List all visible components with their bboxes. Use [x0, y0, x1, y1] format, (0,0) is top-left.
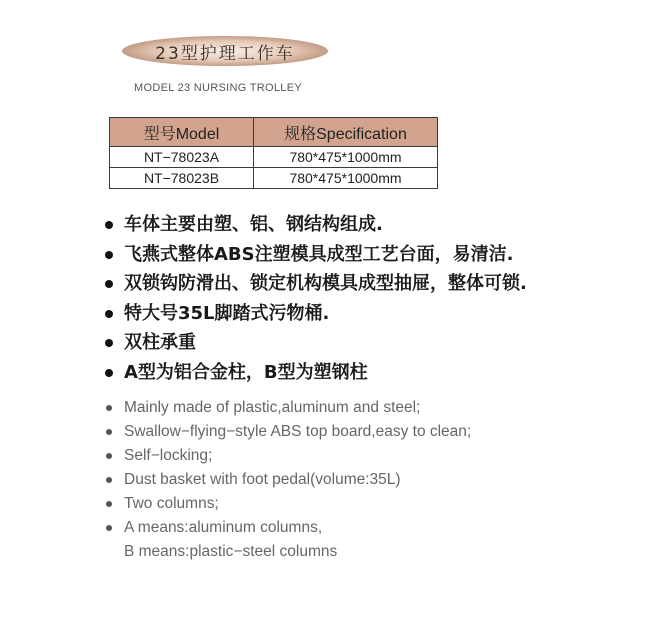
feature-text: B means:plastic−steel columns: [124, 543, 338, 560]
bullet-icon: [105, 221, 113, 229]
features-list-chinese: [102, 210, 527, 387]
feature-text: 飞燕式整体ABS注塑模具成型工艺台面，易清洁.: [124, 243, 514, 265]
feature-text: A means:aluminum columns,: [124, 519, 323, 536]
list-item: [102, 240, 527, 270]
table-row: [110, 147, 438, 168]
bullet-icon: [106, 501, 112, 507]
list-item: [102, 358, 527, 388]
bullet-icon: [105, 369, 113, 377]
bullet-icon: [106, 429, 112, 435]
column-header-specification: 规格Specification: [254, 118, 438, 147]
table-row: [110, 168, 438, 189]
bullet-icon: [105, 310, 113, 318]
list-item: [102, 328, 527, 358]
bullet-icon: [105, 251, 113, 259]
list-item-continuation: [102, 540, 471, 564]
bullet-icon: [106, 405, 112, 411]
feature-text: Mainly made of plastic,aluminum and steel;: [124, 399, 421, 416]
model-cell: NT−78023B: [110, 168, 254, 189]
list-item: [102, 516, 471, 540]
page-title: 23型护理工作车: [155, 43, 295, 64]
feature-text: Dust basket with foot pedal(volume:35L): [124, 471, 401, 488]
list-item: [102, 468, 471, 492]
features-list-english: [102, 396, 471, 564]
list-item: [102, 492, 471, 516]
bullet-icon: [106, 477, 112, 483]
column-header-model: 型号Model: [110, 118, 254, 147]
feature-text: Swallow−flying−style ABS top board,easy to clean;: [124, 423, 472, 440]
list-item: [102, 396, 471, 420]
spec-table: [109, 117, 438, 189]
bullet-icon: [106, 525, 112, 531]
list-item: [102, 269, 527, 299]
bullet-icon: [105, 339, 113, 347]
bullet-icon: [106, 453, 112, 459]
feature-text: 车体主要由塑、铝、钢结构组成.: [124, 214, 383, 235]
feature-text: 双锁钩防滑出、锁定机构模具成型抽屉，整体可锁.: [124, 273, 527, 294]
feature-text: Self−locking;: [124, 447, 213, 464]
spec-cell: 780*475*1000mm: [254, 168, 438, 189]
model-cell: NT−78023A: [110, 147, 254, 168]
list-item: [102, 444, 471, 468]
feature-text: 特大号35L脚踏式污物桶.: [124, 302, 330, 324]
feature-text: 双柱承重: [124, 332, 196, 353]
list-item: [102, 299, 527, 329]
table-header-row: [110, 118, 438, 147]
list-item: [102, 420, 471, 444]
list-item: [102, 210, 527, 240]
page-subtitle: MODEL 23 NURSING TROLLEY: [134, 82, 302, 94]
bullet-icon: [105, 280, 113, 288]
feature-text: Two columns;: [124, 495, 219, 512]
spec-cell: 780*475*1000mm: [254, 147, 438, 168]
title-banner: [122, 36, 328, 66]
feature-text: A型为铝合金柱，B型为塑钢柱: [124, 361, 368, 383]
